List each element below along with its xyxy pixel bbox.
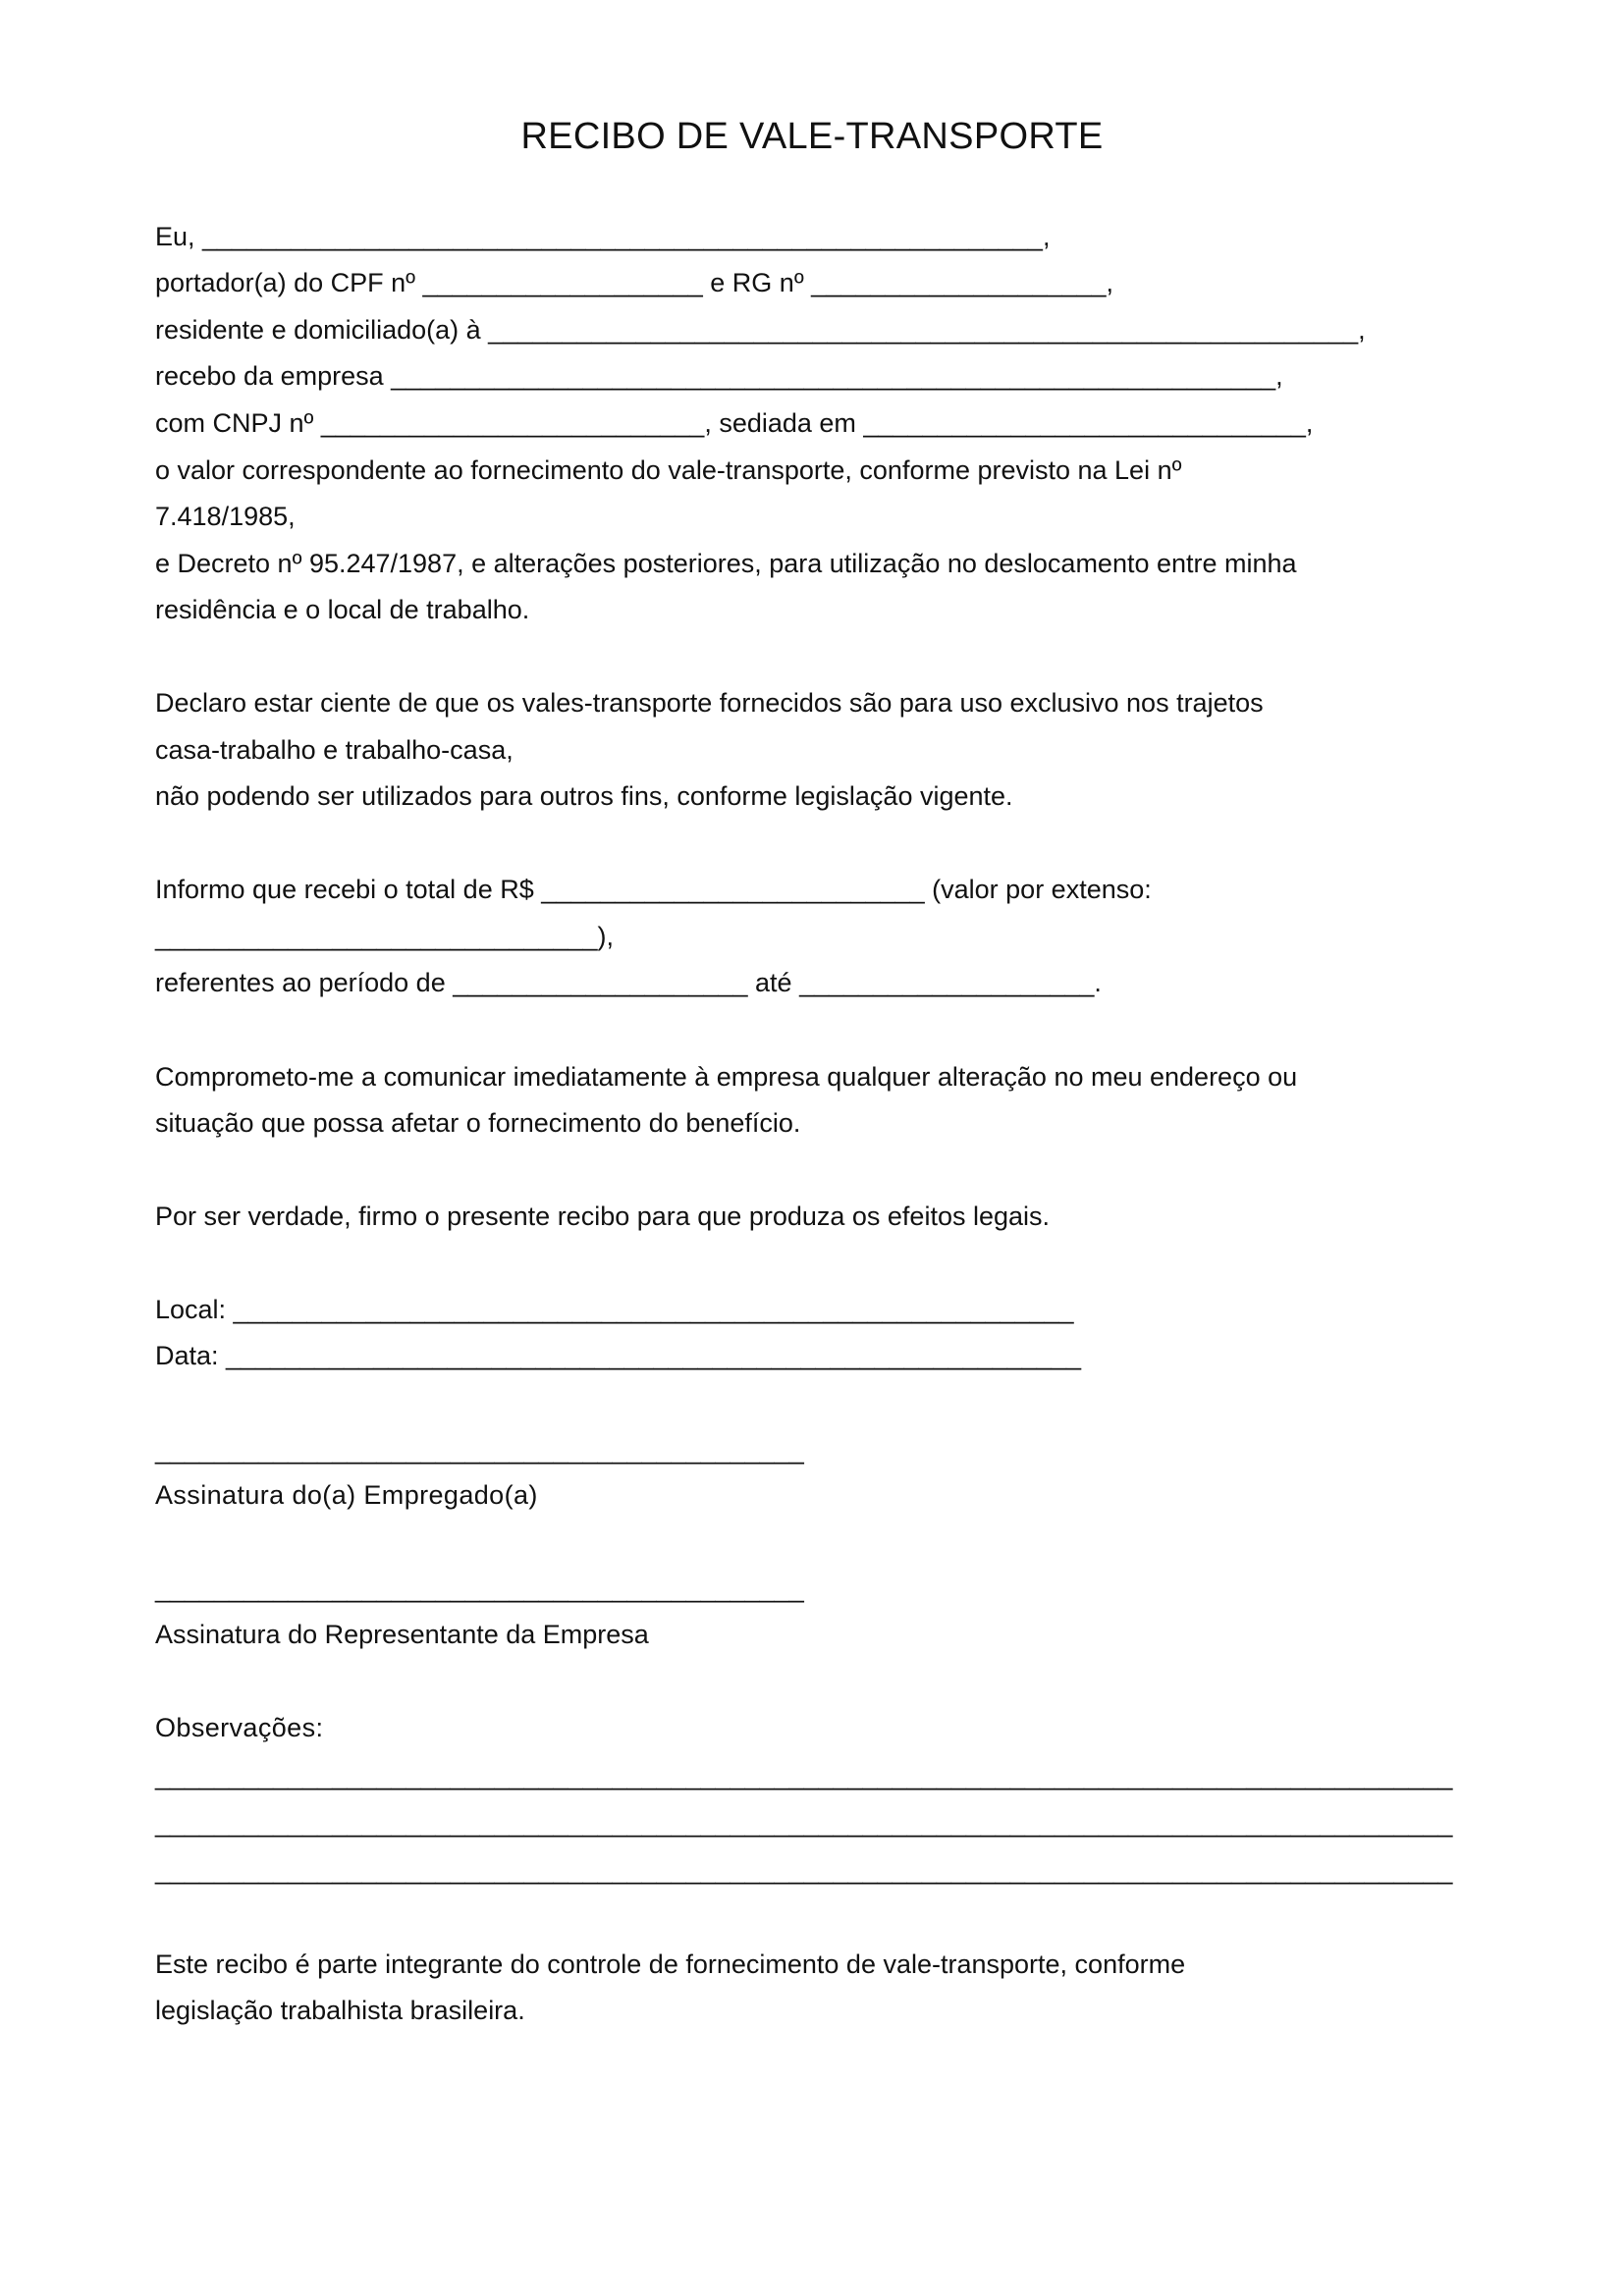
commitment-line-1: Comprometo-me a comunicar imediatamente à empresa qualquer alteração no meu endereço ou bbox=[155, 1062, 1298, 1092]
observations-label: Observações: bbox=[155, 1713, 324, 1742]
declaration-line-company: recebo da empresa ____________________________________________________________, bbox=[155, 361, 1283, 391]
document-title: RECIBO DE VALE-TRANSPORTE bbox=[520, 116, 1104, 157]
awareness-line-3: não podendo ser utilizados para outros fins, conforme legislação vigente. bbox=[155, 781, 1013, 811]
employee-signature-label: Assinatura do(a) Empregado(a) bbox=[155, 1480, 538, 1510]
declaration-line-law-number: 7.418/1985, bbox=[155, 502, 296, 531]
observation-line-3: ________________________________________________________________________________________ bbox=[155, 1855, 1453, 1885]
date-field: Data: __________________________________________________________ bbox=[155, 1341, 1081, 1370]
footer-line-2: legislação trabalhista brasileira. bbox=[155, 1996, 525, 2025]
commitment-line-2: situação que possa afetar o fornecimento do benefício. bbox=[155, 1108, 801, 1138]
declaration-line-cnpj: com CNPJ nº __________________________, sediada em ______________________________, bbox=[155, 408, 1314, 438]
amount-line-period: referentes ao período de ____________________ até ____________________. bbox=[155, 968, 1102, 997]
awareness-line-2: casa-trabalho e trabalho-casa, bbox=[155, 735, 514, 765]
declaration-line-address: residente e domiciliado(a) à ___________________________________________________________, bbox=[155, 315, 1366, 345]
declaration-line-name: Eu, _________________________________________________________, bbox=[155, 222, 1051, 251]
observation-line-1: ________________________________________________________________________________________ bbox=[155, 1761, 1453, 1790]
declaration-line-law: o valor correspondente ao fornecimento do vale-transporte, conforme previsto na Lei nº bbox=[155, 455, 1182, 485]
amount-line-written: ______________________________), bbox=[155, 922, 614, 951]
declaration-line-decree: e Decreto nº 95.247/1987, e alterações posteriores, para utilização no deslocamento entre minha bbox=[155, 549, 1297, 578]
employee-signature-line: ____________________________________________ bbox=[155, 1435, 804, 1465]
declaration-line-cpf-rg: portador(a) do CPF nº ___________________ e RG nº ____________________, bbox=[155, 268, 1114, 297]
local-field: Local: _________________________________________________________ bbox=[155, 1295, 1074, 1324]
company-signature-label: Assinatura do Representante da Empresa bbox=[155, 1620, 649, 1649]
company-signature-line: ____________________________________________ bbox=[155, 1574, 804, 1603]
awareness-line-1: Declaro estar ciente de que os vales-transporte fornecidos são para uso exclusivo nos trajetos bbox=[155, 688, 1264, 718]
observation-line-2: ________________________________________________________________________________________ bbox=[155, 1808, 1453, 1838]
declaration-line-residence: residência e o local de trabalho. bbox=[155, 595, 530, 624]
amount-line-total: Informo que recebi o total de R$ __________________________ (valor por extenso: bbox=[155, 875, 1152, 904]
closing-statement: Por ser verdade, firmo o presente recibo para que produza os efeitos legais. bbox=[155, 1201, 1051, 1231]
footer-line-1: Este recibo é parte integrante do controle de fornecimento de vale-transporte, conforme bbox=[155, 1949, 1186, 1979]
